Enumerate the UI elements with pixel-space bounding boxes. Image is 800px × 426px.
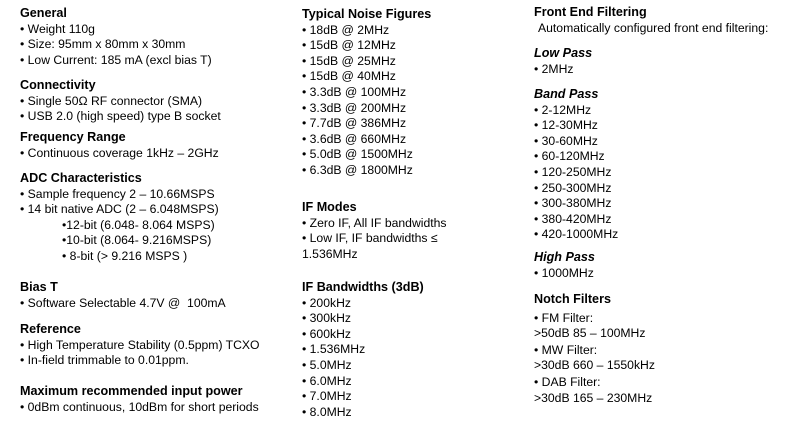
- sub-list-item: [20, 218, 295, 234]
- front-end-heading: Front End Filtering: [534, 5, 647, 19]
- notch-filters-section: [534, 292, 796, 406]
- list-item: • 380-420MHz: [534, 212, 796, 228]
- connectivity-heading: Connectivity: [20, 78, 96, 92]
- band-pass-section: [534, 87, 796, 243]
- list-item: • 15dB @ 12MHz: [302, 38, 522, 54]
- if-modes-section: [302, 200, 522, 262]
- list-item: • 7.0MHz: [302, 389, 522, 405]
- connectivity-section: [20, 78, 295, 125]
- notch-filter-value: >50dB 85 – 100MHz: [534, 326, 646, 341]
- list-item: • In-field trimmable to 0.01ppm.: [20, 353, 295, 369]
- list-item: • 1.536MHz: [302, 342, 522, 358]
- sub-list-item-text: 10-bit (8.064- 9.216MSPS): [66, 233, 212, 248]
- low-pass-heading: Low Pass: [534, 46, 593, 60]
- frequency-range-heading: Frequency Range: [20, 130, 126, 144]
- notch-filters-heading: Notch Filters: [534, 292, 611, 306]
- band-pass-heading: Band Pass: [534, 87, 599, 101]
- sub-list-item: [20, 233, 295, 249]
- list-item: • Low Current: 185 mA (excl bias T): [20, 53, 295, 69]
- list-item: • Zero IF, All IF bandwidths: [302, 216, 522, 232]
- noise-figures-section: [302, 7, 522, 179]
- high-pass-heading: High Pass: [534, 250, 595, 264]
- if-modes-heading: IF Modes: [302, 200, 357, 214]
- list-item: • 120-250MHz: [534, 165, 796, 181]
- list-item: • 6.3dB @ 1800MHz: [302, 163, 522, 179]
- list-item: • 3.3dB @ 200MHz: [302, 101, 522, 117]
- list-item: • Low IF, IF bandwidths ≤: [302, 231, 522, 247]
- list-item: • Weight 110g: [20, 22, 295, 38]
- notch-filter-name: • DAB Filter:: [534, 375, 796, 391]
- adc-section: [20, 171, 295, 265]
- list-item: • 300-380MHz: [534, 196, 796, 212]
- list-item: • 30-60MHz: [534, 134, 796, 150]
- list-item: • USB 2.0 (high speed) type B socket: [20, 109, 295, 125]
- list-item: • 2MHz: [534, 62, 796, 78]
- frequency-range-section: [20, 130, 295, 161]
- list-item: • 200kHz: [302, 296, 522, 312]
- notch-filter-name: • FM Filter:: [534, 311, 796, 327]
- adc-heading: ADC Characteristics: [20, 171, 142, 185]
- low-pass-section: [534, 46, 796, 77]
- list-item: • 5.0MHz: [302, 358, 522, 374]
- list-item: • 3.3dB @ 100MHz: [302, 85, 522, 101]
- if-bandwidths-heading: IF Bandwidths (3dB): [302, 280, 424, 294]
- list-item: • 18dB @ 2MHz: [302, 23, 522, 39]
- reference-heading: Reference: [20, 322, 81, 336]
- list-item: • Size: 95mm x 80mm x 30mm: [20, 37, 295, 53]
- list-item: • 1000MHz: [534, 266, 796, 282]
- max-input-section: [20, 384, 295, 415]
- list-item: • 300kHz: [302, 311, 522, 327]
- list-item: • Software Selectable 4.7V @ 100mA: [20, 296, 295, 312]
- list-item-continuation: 1.536MHz: [302, 246, 358, 261]
- list-item: • 15dB @ 40MHz: [302, 69, 522, 85]
- list-item: • 6.0MHz: [302, 374, 522, 390]
- notch-filter-value: >30dB 660 – 1550kHz: [534, 358, 655, 373]
- list-item: • Single 50Ω RF connector (SMA): [20, 94, 295, 110]
- list-item: • Sample frequency 2 – 10.66MSPS: [20, 187, 295, 203]
- list-item: • 3.6dB @ 660MHz: [302, 132, 522, 148]
- reference-section: [20, 322, 295, 369]
- max-input-heading: Maximum recommended input power: [20, 384, 243, 398]
- sub-list-item: [20, 249, 295, 265]
- list-item: • 14 bit native ADC (2 – 6.048MSPS): [20, 202, 295, 218]
- bias-t-heading: Bias T: [20, 280, 58, 294]
- list-item: • 420-1000MHz: [534, 227, 796, 243]
- list-item: • 5.0dB @ 1500MHz: [302, 147, 522, 163]
- notch-filter-name: • MW Filter:: [534, 343, 796, 359]
- list-item: • 2-12MHz: [534, 103, 796, 119]
- notch-filter-value: >30dB 165 – 230MHz: [534, 390, 653, 405]
- noise-figures-heading: Typical Noise Figures: [302, 7, 432, 21]
- list-item: • Continuous coverage 1kHz – 2GHz: [20, 146, 295, 162]
- list-item: • 8.0MHz: [302, 405, 522, 421]
- sub-list-item-text: 8-bit (> 9.216 MSPS ): [66, 248, 188, 263]
- list-item: • 0dBm continuous, 10dBm for short periods: [20, 400, 295, 416]
- list-item: • 7.7dB @ 386MHz: [302, 116, 522, 132]
- if-bandwidths-section: [302, 280, 522, 420]
- list-item: • 60-120MHz: [534, 149, 796, 165]
- list-item: • 600kHz: [302, 327, 522, 343]
- list-item: • 15dB @ 25MHz: [302, 54, 522, 70]
- list-item: • High Temperature Stability (0.5ppm) TCXO: [20, 338, 295, 354]
- front-end-subtitle: Automatically configured front end filtering:: [538, 20, 769, 35]
- list-item: • 250-300MHz: [534, 181, 796, 197]
- list-item: • 12-30MHz: [534, 118, 796, 134]
- general-section: [20, 6, 295, 68]
- sub-list-item-text: 12-bit (6.048- 8.064 MSPS): [66, 217, 215, 232]
- high-pass-section: [534, 250, 796, 281]
- general-heading: General: [20, 6, 67, 20]
- bias-t-section: [20, 280, 295, 311]
- front-end-section: [534, 5, 796, 36]
